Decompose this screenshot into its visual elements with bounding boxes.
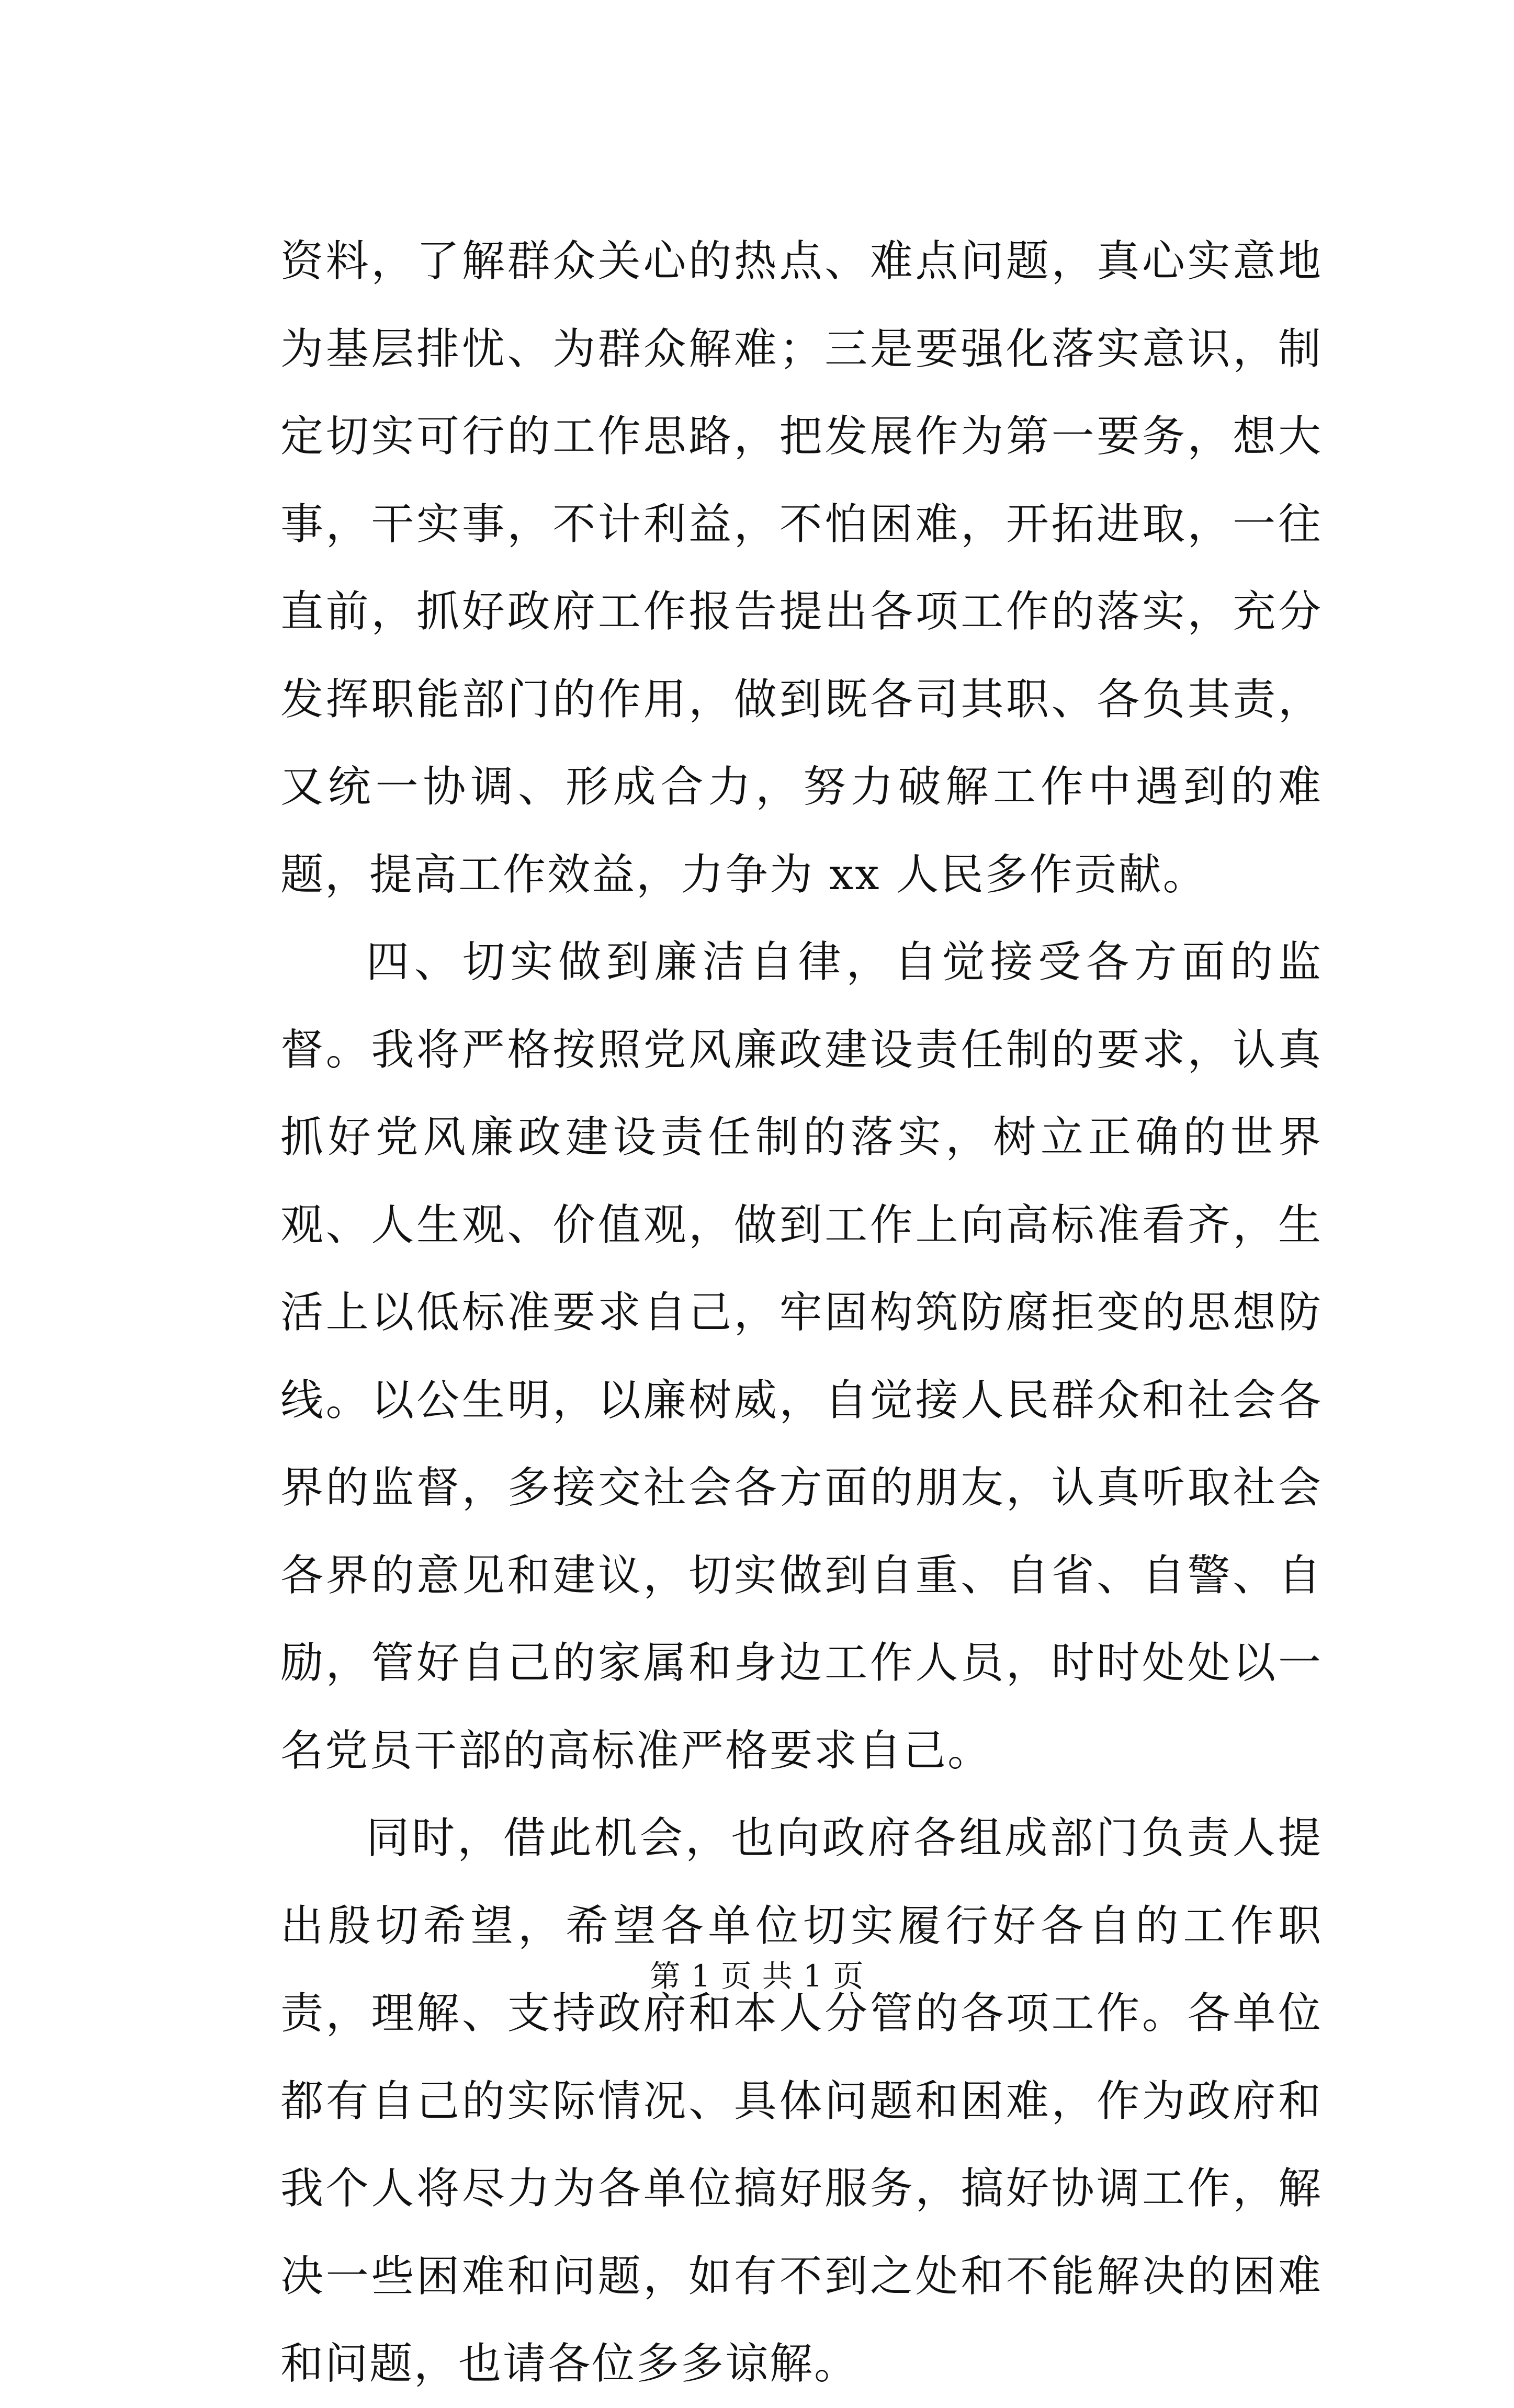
paragraph-continuation: 资料，了解群众关心的热点、难点问题，真心实意地为基层排忧、为群众解难；三是要强化落实意识，制定切实可行的工作思路，把发展作为第一要务，想大事，干实事，不计利益，不怕困难，开拓进取，一往直前，抓好政府工作报告提出各项工作的落实，充分发挥职能部门的作用，做到既各司其职、各负其责，又统一协调、形成合力，努力破解工作中遇到的难题，提高工作效益，力争为 xx 人民多作贡献。	[280, 236, 1323, 900]
paragraph-integrity-section: 四、切实做到廉洁自律，自觉接受各方面的监督。我将严格按照党风廉政建设责任制的要求，认真抓好党风廉政建设责任制的落实，树立正确的世界观、人生观、价值观，做到工作上向高标准看齐，生活上以低标准要求自己，牢固构筑防腐拒变的思想防线。以公生明，以廉树威，自觉接人民群众和社会各界的监督，多接交社会各方面的朋友，认真听取社会各界的意见和建议，切实做到自重、自省、自警、自励，管好自己的家属和身边工作人员，时时处处以一名党员干部的高标准严格要求自己。	[280, 937, 1323, 1776]
page-footer: 第 1 页 共 1 页	[650, 1958, 864, 1994]
paragraph-closing-hope: 同时，借此机会，也向政府各组成部门负责人提出殷切希望，希望各单位切实履行好各自的工作职责，理解、支持政府和本人分管的各项工作。各单位都有自己的实际情况、具体问题和困难，作为政府和我个人将尽力为各单位搞好服务，搞好协调工作，解决一些困难和问题，如有不到之处和不能解决的困难和问题，也请各位多多谅解。	[280, 1813, 1323, 2389]
document-body	[280, 218, 1323, 2408]
